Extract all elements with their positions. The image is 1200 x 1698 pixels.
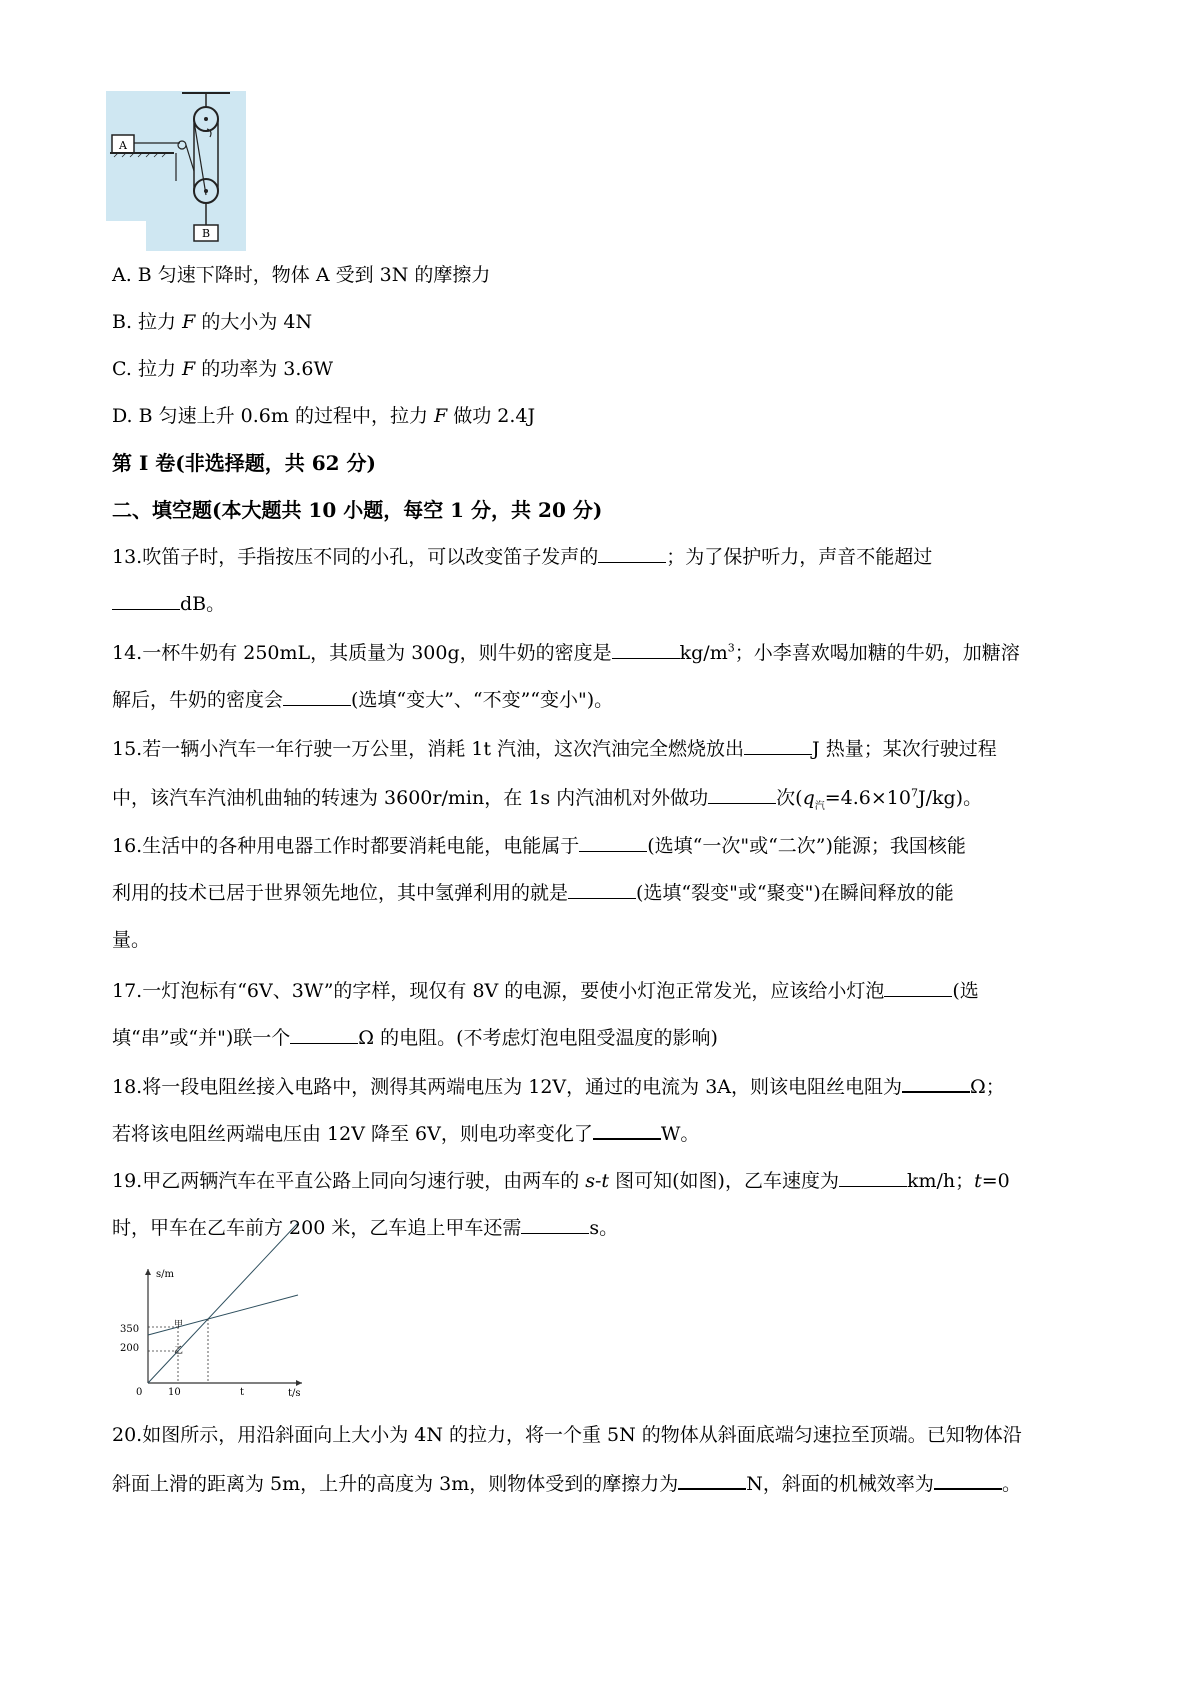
q15-line1 — [112, 736, 997, 762]
option-d-var: F — [434, 405, 448, 427]
q16-line3: 量。 — [112, 929, 151, 951]
q19-blank-1[interactable] — [839, 1168, 907, 1187]
q18-line1 — [112, 1073, 1005, 1100]
q16-line2 — [112, 880, 954, 906]
x-tick-t: t — [240, 1387, 245, 1398]
y-axis-label: s/m — [156, 1269, 174, 1280]
q19-text-1: 19.甲乙两辆汽车在平直公路上同向匀速行驶，由两车的 — [112, 1170, 586, 1192]
q18-blank-1[interactable] — [902, 1073, 970, 1093]
q18-line2 — [112, 1120, 699, 1147]
series-yi-label: 乙 — [174, 1346, 184, 1356]
q19-t-var: t — [974, 1170, 982, 1192]
q15-exp: 7 — [910, 786, 918, 800]
q14-blank-1[interactable] — [612, 640, 680, 659]
q16-text-3: 利用的技术已居于世界领先地位，其中氢弹利用的就是 — [112, 882, 569, 904]
q17-text-2: (选 — [952, 980, 979, 1002]
q13-line1 — [112, 544, 932, 570]
option-c-var: F — [181, 358, 196, 380]
option-b-var: F — [182, 311, 196, 333]
q14-line1 — [112, 640, 1020, 666]
q20-line2 — [112, 1470, 1021, 1497]
pulley-diagram — [106, 91, 246, 251]
diagram-corner-cut — [106, 221, 146, 251]
q16-text-4: (选填“裂变"或“聚变")在瞬间释放的能 — [636, 882, 954, 904]
q13-blank-2[interactable] — [112, 591, 180, 610]
q19-text-5: 时，甲车在乙车前方 200 米，乙车追上甲车还需 — [112, 1217, 522, 1239]
q14-unit-sup: 3 — [727, 641, 735, 655]
q19-line2 — [112, 1215, 618, 1241]
option-a — [112, 262, 490, 288]
q14-text-4: (选填“变大”、“不变”“变小")。 — [351, 689, 614, 711]
option-b-text-1: B. 拉力 — [112, 311, 183, 333]
q17-blank-2[interactable] — [290, 1025, 358, 1044]
q16-text-1: 16.生活中的各种用电器工作时都要消耗电能，电能属于 — [112, 835, 580, 857]
q17-line1 — [112, 978, 979, 1004]
q14-blank-2[interactable] — [283, 687, 351, 706]
q15-text-6: J/kg)。 — [917, 787, 983, 809]
q19-text-3: km/h； — [906, 1170, 975, 1192]
option-d-text-2: 做功 2.4J — [447, 405, 536, 427]
option-c-text-1: C. 拉力 — [112, 358, 182, 380]
part-title: 二、填空题(本大题共 10 小题，每空 1 分，共 20 分) — [112, 498, 603, 522]
option-b-text-2: 的大小为 4N — [195, 311, 313, 333]
q17-line2 — [112, 1025, 718, 1051]
series-line-0 — [148, 1295, 298, 1335]
y-axis-arrow — [145, 1269, 151, 1275]
block-a-label: A — [119, 139, 127, 152]
q16-text-2: (选填“一次"或“二次”)能源；我国核能 — [647, 835, 966, 857]
option-c — [112, 356, 333, 382]
q14-unit: kg/m — [679, 642, 728, 664]
option-c-text-2: 的功率为 3.6W — [195, 358, 333, 380]
q15-blank-2[interactable] — [708, 785, 776, 804]
q20-text-3: 。 — [1001, 1473, 1021, 1495]
q19-text-6: s。 — [589, 1217, 619, 1239]
q13-blank-1[interactable] — [598, 544, 666, 563]
q17-blank-1[interactable] — [884, 978, 952, 997]
st-series — [148, 1223, 298, 1383]
q20-text-1: 斜面上滑的距离为 5m，上升的高度为 3m，则物体受到的摩擦力为 — [112, 1473, 679, 1495]
q17-text-3: 填“串”或“并")联一个 — [112, 1027, 291, 1049]
q14-text-2: ；小李喜欢喝加糖的牛奶，加糖溶 — [734, 642, 1020, 664]
q14-text-1: 14.一杯牛奶有 250mL，其质量为 300g，则牛奶的密度是 — [112, 642, 612, 664]
x-axis-label: t/s — [288, 1388, 301, 1399]
q13-text-3: dB。 — [180, 593, 226, 615]
q19-blank-2[interactable] — [521, 1215, 589, 1234]
q20-blank-2[interactable] — [934, 1470, 1002, 1490]
x-axis-arrow — [296, 1380, 302, 1386]
q19-text-2: 图可知(如图)，乙车速度为 — [609, 1170, 839, 1192]
option-b — [112, 309, 312, 335]
q15-line2 — [112, 785, 982, 811]
section-title: 第 I 卷(非选择题，共 62 分) — [112, 451, 376, 475]
q13-text-1: 13.吹笛子时，手指按压不同的小孔，可以改变笛子发声的 — [112, 546, 599, 568]
block-b-label: B — [201, 227, 211, 240]
q14-text-3: 解后，牛奶的密度会 — [112, 689, 284, 711]
option-d — [112, 403, 535, 429]
y-tick-200: 200 — [120, 1343, 140, 1354]
q20-line1: 20.如图所示，用沿斜面向上大小为 4N 的拉力，将一个重 5N 的物体从斜面底端匀速拉至顶端。已知物体沿 — [112, 1424, 1022, 1446]
x-tick-10: 10 — [168, 1387, 181, 1398]
q15-q-var: q — [802, 787, 815, 809]
fixed-pulley-axle — [204, 117, 208, 121]
q18-text-3: 若将该电阻丝两端电压由 12V 降至 6V，则电功率变化了 — [112, 1123, 593, 1145]
q19-line1 — [112, 1168, 1010, 1194]
series-line-1 — [148, 1223, 298, 1383]
q18-blank-2[interactable] — [593, 1120, 661, 1140]
q15-text-5: =4.6×10 — [824, 787, 911, 809]
q19-st-var: s-t — [585, 1170, 610, 1192]
q18-text-1: 18.将一段电阻丝接入电路中，测得其两端电压为 12V，通过的电流为 3A，则该电阻丝电阻为 — [112, 1076, 903, 1098]
q13-text-2: ；为了保护听力，声音不能超过 — [666, 546, 933, 568]
st-graph — [120, 1265, 310, 1399]
q15-text-4: 次( — [776, 787, 803, 809]
q16-line1 — [112, 833, 966, 859]
q13-line2 — [112, 591, 225, 617]
q17-text-1: 17.一灯泡标有“6V、3W”的字样，现仅有 8V 的电源，要使小灯泡正常发光，应该给小灯泡 — [112, 980, 885, 1002]
q16-blank-1[interactable] — [579, 833, 647, 852]
option-a-text: A. B 匀速下降时，物体 A 受到 3N 的摩擦力 — [112, 264, 491, 286]
q14-line2 — [112, 687, 613, 713]
y-tick-350: 350 — [120, 1324, 140, 1335]
q20-blank-1[interactable] — [678, 1470, 746, 1490]
option-d-text-1: D. B 匀速上升 0.6m 的过程中，拉力 — [112, 405, 434, 427]
q20-text-2: N，斜面的机械效率为 — [746, 1473, 934, 1495]
q18-text-2: Ω； — [970, 1076, 1005, 1098]
q15-blank-1[interactable] — [744, 736, 812, 755]
origin-label: 0 — [136, 1387, 143, 1398]
q17-text-4: Ω 的电阻。(不考虑灯泡电阻受温度的影响) — [358, 1027, 718, 1049]
series-jia-label: 甲 — [174, 1320, 184, 1330]
q15-q-sub: 汽 — [814, 800, 825, 812]
q16-blank-2[interactable] — [568, 880, 636, 899]
q15-text-1: 15.若一辆小汽车一年行驶一万公里，消耗 1t 汽油，这次汽油完全燃烧放出 — [112, 738, 745, 760]
q19-text-4: =0 — [981, 1170, 1010, 1192]
q15-text-3: 中，该汽车汽油机曲轴的转速为 3600r/min，在 1s 内汽油机对外做功 — [112, 787, 709, 809]
q18-text-4: W。 — [660, 1123, 700, 1145]
q15-text-2: J 热量；某次行驶过程 — [812, 738, 997, 760]
